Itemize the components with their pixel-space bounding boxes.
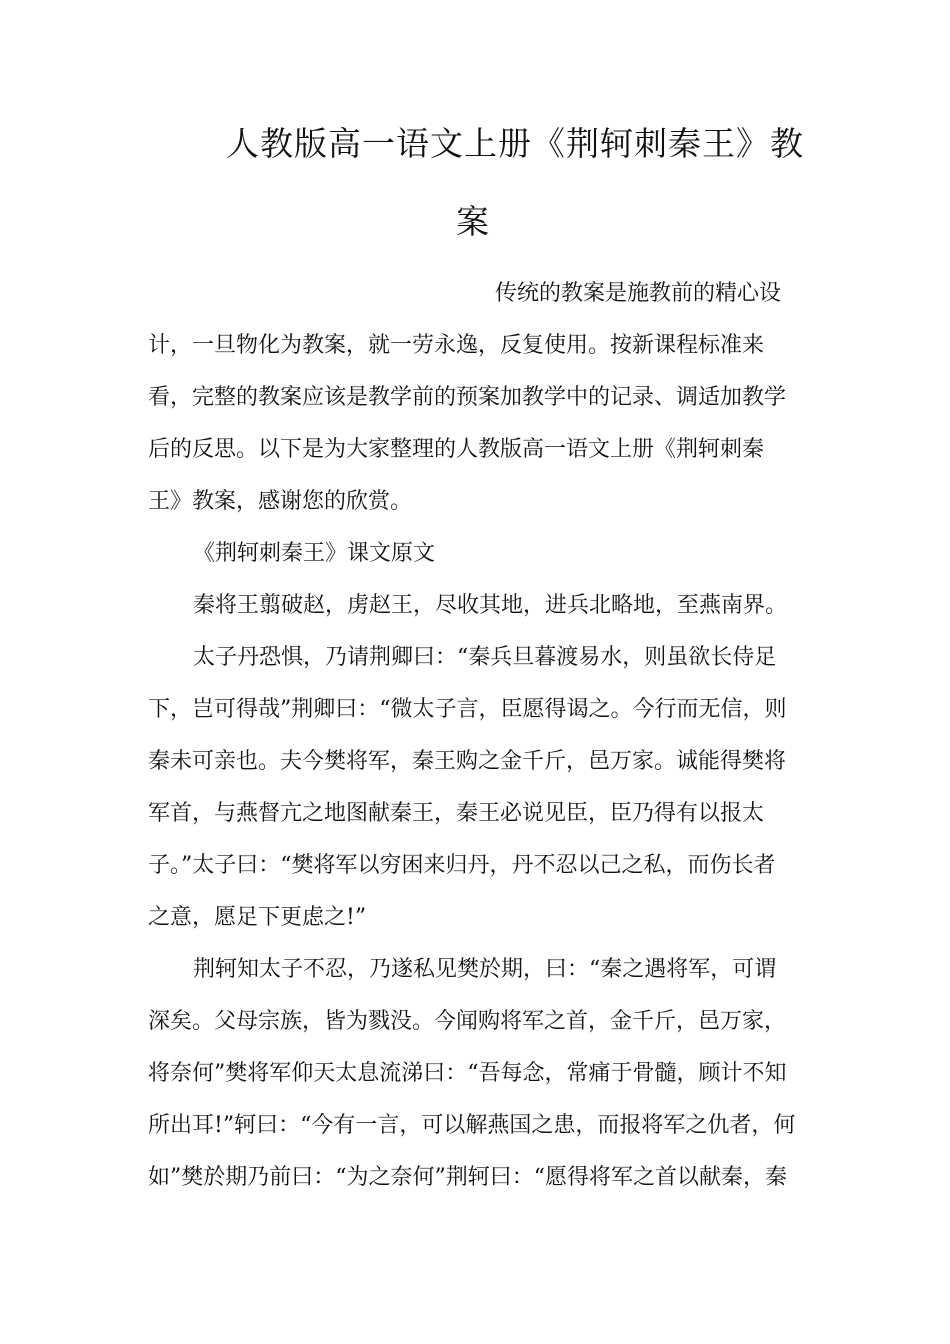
- paragraph-1: [148, 580, 808, 632]
- paragraph-line: 将奈何”樊将军仰天太息流涕曰：“吾每念，常痛于骨髓，顾计不知: [148, 1061, 787, 1086]
- paragraph-line: 秦未可亲也。夫今樊将军，秦王购之金千斤，邑万家。诚能得樊将: [148, 749, 787, 774]
- paragraph-line: 之意，愿足下更虑之!”: [148, 905, 367, 930]
- paragraph-2: [148, 632, 808, 944]
- paragraph-line: 如”樊於期乃前曰：“为之奈何”荆轲曰：“愿得将军之首以献秦，秦: [148, 1165, 787, 1190]
- paragraph-line: 深矣。父母宗族，皆为戮没。今闻购将军之首，金千斤，邑万家，: [148, 1009, 787, 1034]
- paragraph-line: 下，岂可得哉”荆卿曰：“微太子言，臣愿得谒之。今行而无信，则: [148, 697, 787, 722]
- section-heading-block: [148, 528, 808, 580]
- paragraph-line: 军首，与燕督亢之地图献秦王，秦王必说见臣，臣乃得有以报太: [148, 801, 765, 826]
- intro-line: 传统的教案是施教前的精心设: [495, 281, 782, 306]
- paragraph-line: 所出耳!”轲曰：“今有一言，可以解燕国之患，而报将军之仇者，何: [148, 1113, 796, 1138]
- intro-line: 后的反思。以下是为大家整理的人教版高一语文上册《荆轲刺秦: [148, 437, 765, 462]
- paragraph-3: [148, 944, 808, 1204]
- section-heading: 《荆轲刺秦王》课文原文: [193, 541, 436, 566]
- intro-paragraph: [148, 268, 808, 528]
- document-title-line-2: 案: [456, 202, 490, 241]
- paragraph-line: 太子丹恐惧，乃请荆卿曰：“秦兵旦暮渡易水，则虽欲长侍足: [193, 645, 777, 670]
- intro-line: 计，一旦物化为教案，就一劳永逸，反复使用。按新课程标准来: [148, 333, 765, 358]
- paragraph-line: 荆轲知太子不忍，乃遂私见樊於期，曰：“秦之遇将军，可谓: [193, 957, 777, 982]
- document-title-line-1: 人教版高一语文上册《荆轲刺秦王》教: [226, 124, 804, 163]
- intro-line: 王》教案，感谢您的欣赏。: [148, 489, 413, 514]
- paragraph-line: 子。”太子曰：“樊将军以穷困来归丹，丹不忍以己之私，而伤长者: [148, 853, 776, 878]
- paragraph-line: 秦将王翦破赵，虏赵王，尽收其地，进兵北略地，至燕南界。: [193, 593, 788, 618]
- intro-line: 看，完整的教案应该是教学前的预案加教学中的记录、调适加教学: [148, 385, 787, 410]
